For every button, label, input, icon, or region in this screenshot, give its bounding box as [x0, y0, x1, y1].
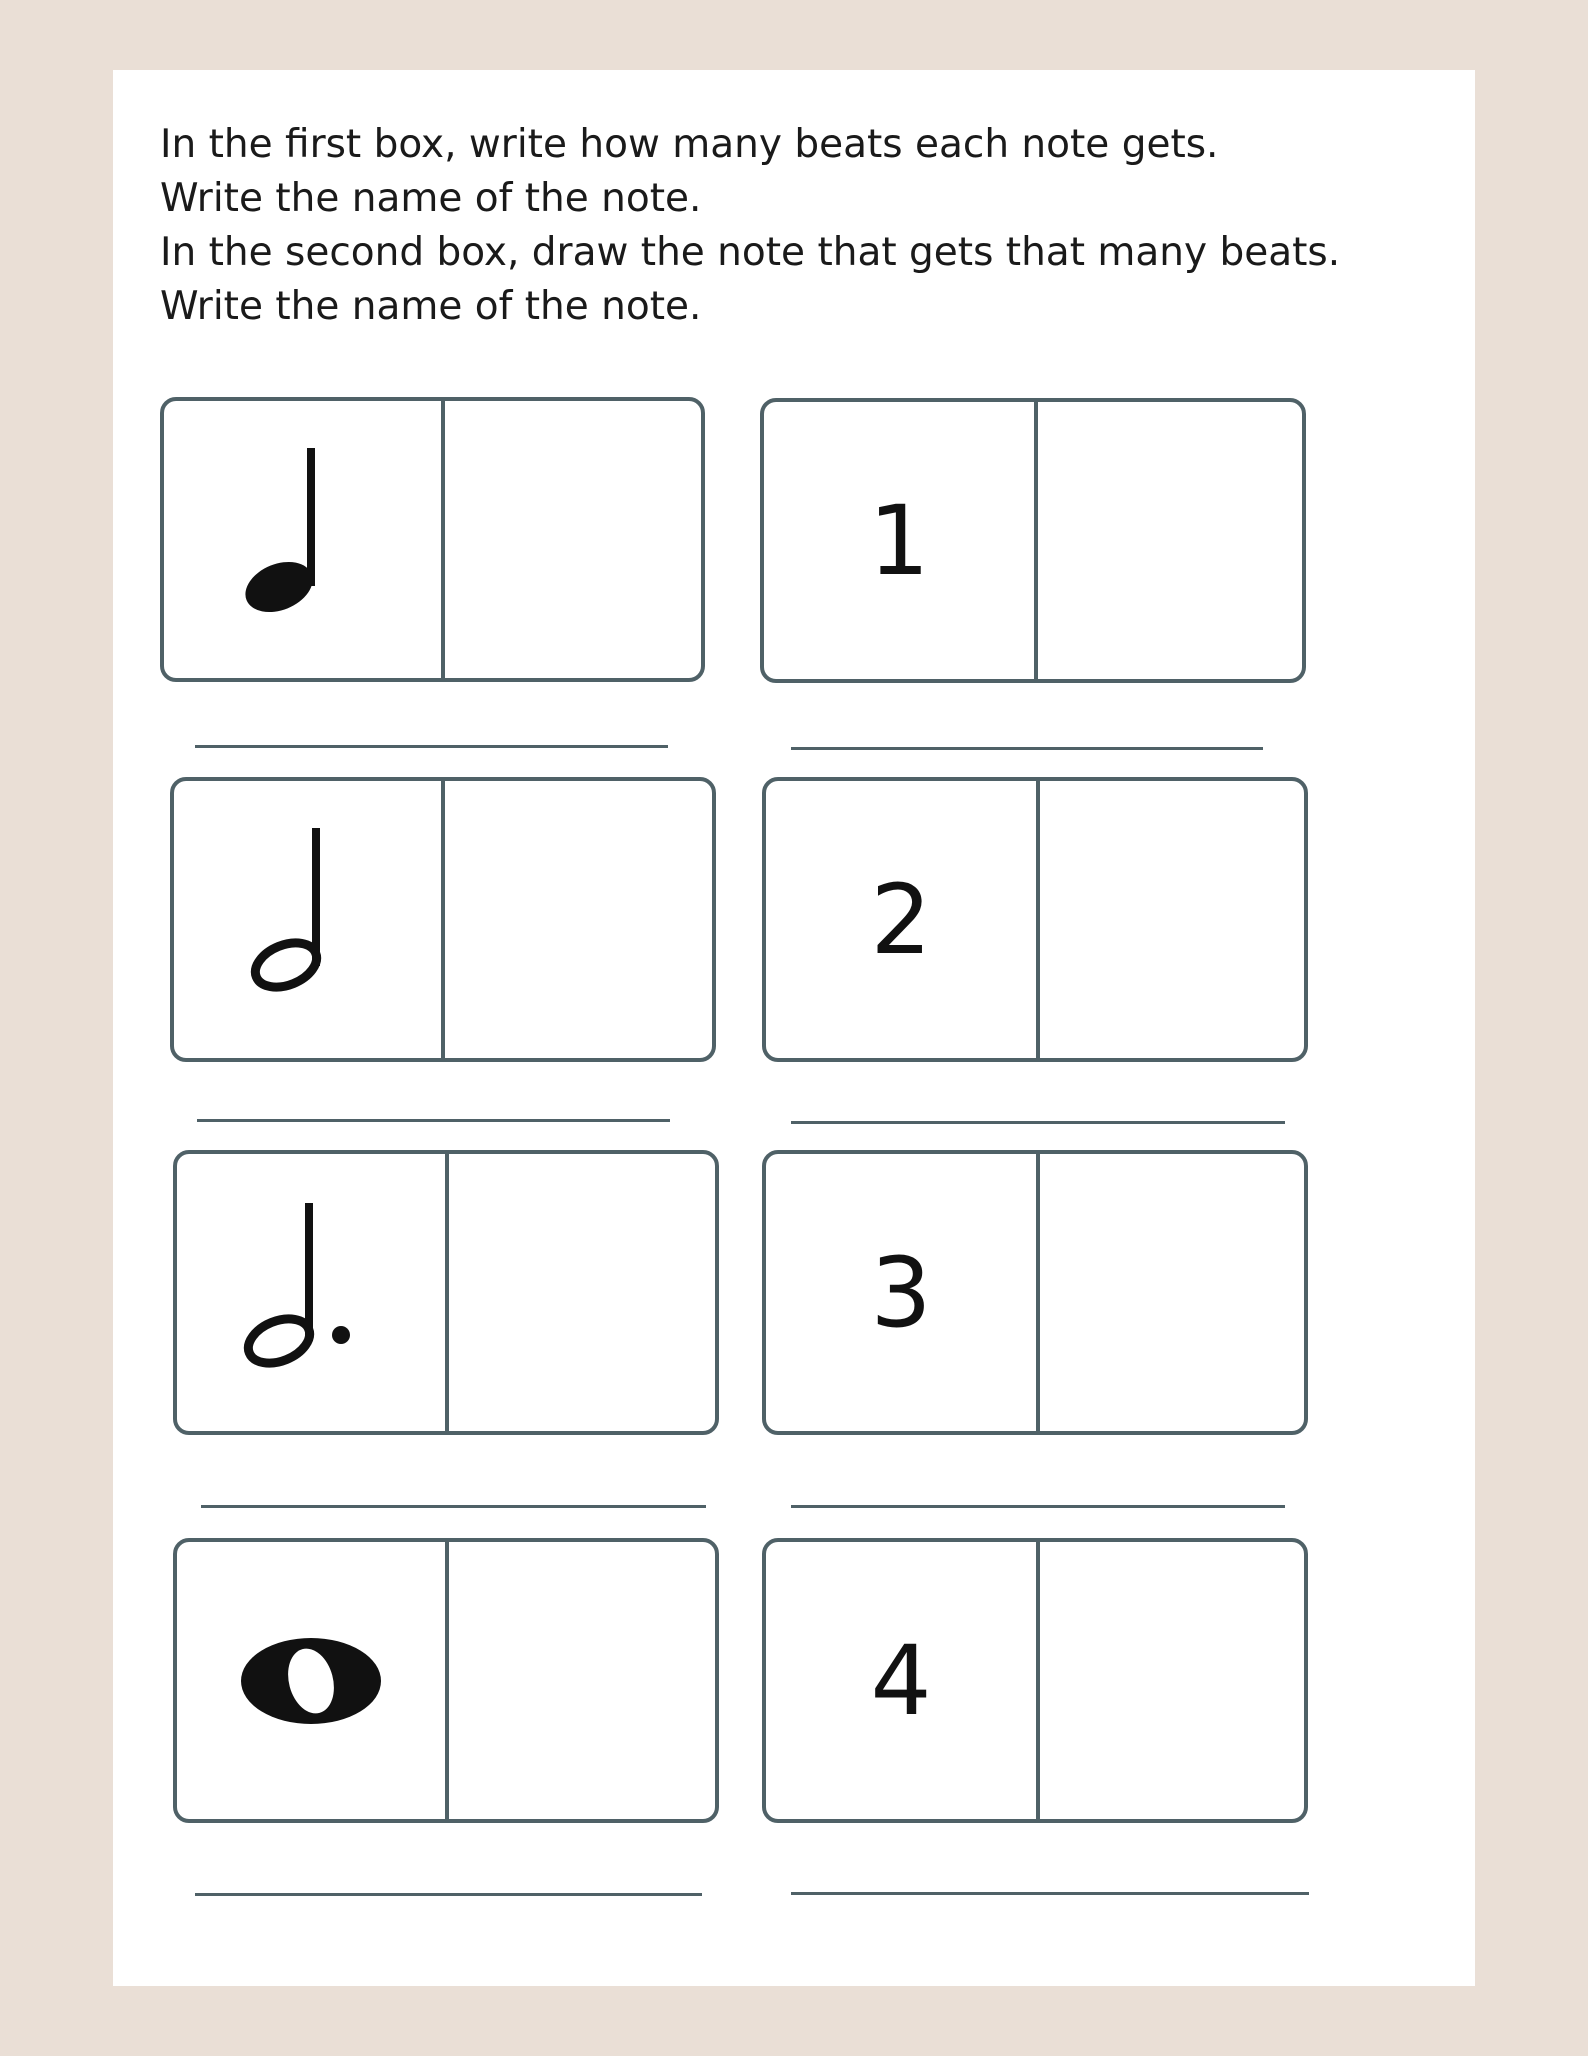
note-box-dotted-half	[173, 1150, 719, 1435]
instructions	[160, 118, 1410, 334]
name-answer-line[interactable]	[195, 745, 668, 748]
beats-box-2	[762, 777, 1308, 1062]
quarter-note-icon	[164, 401, 441, 678]
name-answer-line[interactable]	[791, 1121, 1285, 1124]
note-box-half	[170, 777, 716, 1062]
beats-number: 4	[870, 1624, 932, 1737]
beats-box-1	[760, 398, 1306, 683]
beats-box-3	[762, 1150, 1308, 1435]
instruction-line: Write the name of the note.	[160, 176, 702, 221]
half-note-icon	[174, 781, 441, 1058]
beats-number: 2	[870, 863, 932, 976]
worksheet-page	[113, 70, 1475, 1986]
answer-cell[interactable]	[449, 1154, 715, 1431]
beats-number: 1	[868, 484, 930, 597]
name-answer-line[interactable]	[197, 1119, 670, 1122]
instruction-line: In the first box, write how many beats each note gets.	[160, 122, 1219, 167]
whole-note-icon	[177, 1542, 445, 1819]
answer-cell[interactable]	[1040, 781, 1304, 1058]
beats-number: 3	[870, 1236, 932, 1349]
note-box-quarter	[160, 397, 705, 682]
answer-cell[interactable]	[449, 1542, 715, 1819]
instruction-line: In the second box, draw the note that gets that many beats.	[160, 230, 1341, 275]
name-answer-line[interactable]	[791, 747, 1263, 750]
answer-cell[interactable]	[1040, 1542, 1304, 1819]
answer-cell[interactable]	[1040, 1154, 1304, 1431]
answer-cell[interactable]	[445, 401, 701, 678]
name-answer-line[interactable]	[791, 1892, 1309, 1895]
answer-cell[interactable]	[1038, 402, 1302, 679]
name-answer-line[interactable]	[195, 1893, 702, 1896]
dotted-half-note-icon	[177, 1154, 445, 1431]
beats-box-4	[762, 1538, 1308, 1823]
answer-cell[interactable]	[445, 781, 712, 1058]
name-answer-line[interactable]	[791, 1505, 1285, 1508]
note-box-whole	[173, 1538, 719, 1823]
instruction-line: Write the name of the note.	[160, 284, 702, 329]
name-answer-line[interactable]	[201, 1505, 706, 1508]
